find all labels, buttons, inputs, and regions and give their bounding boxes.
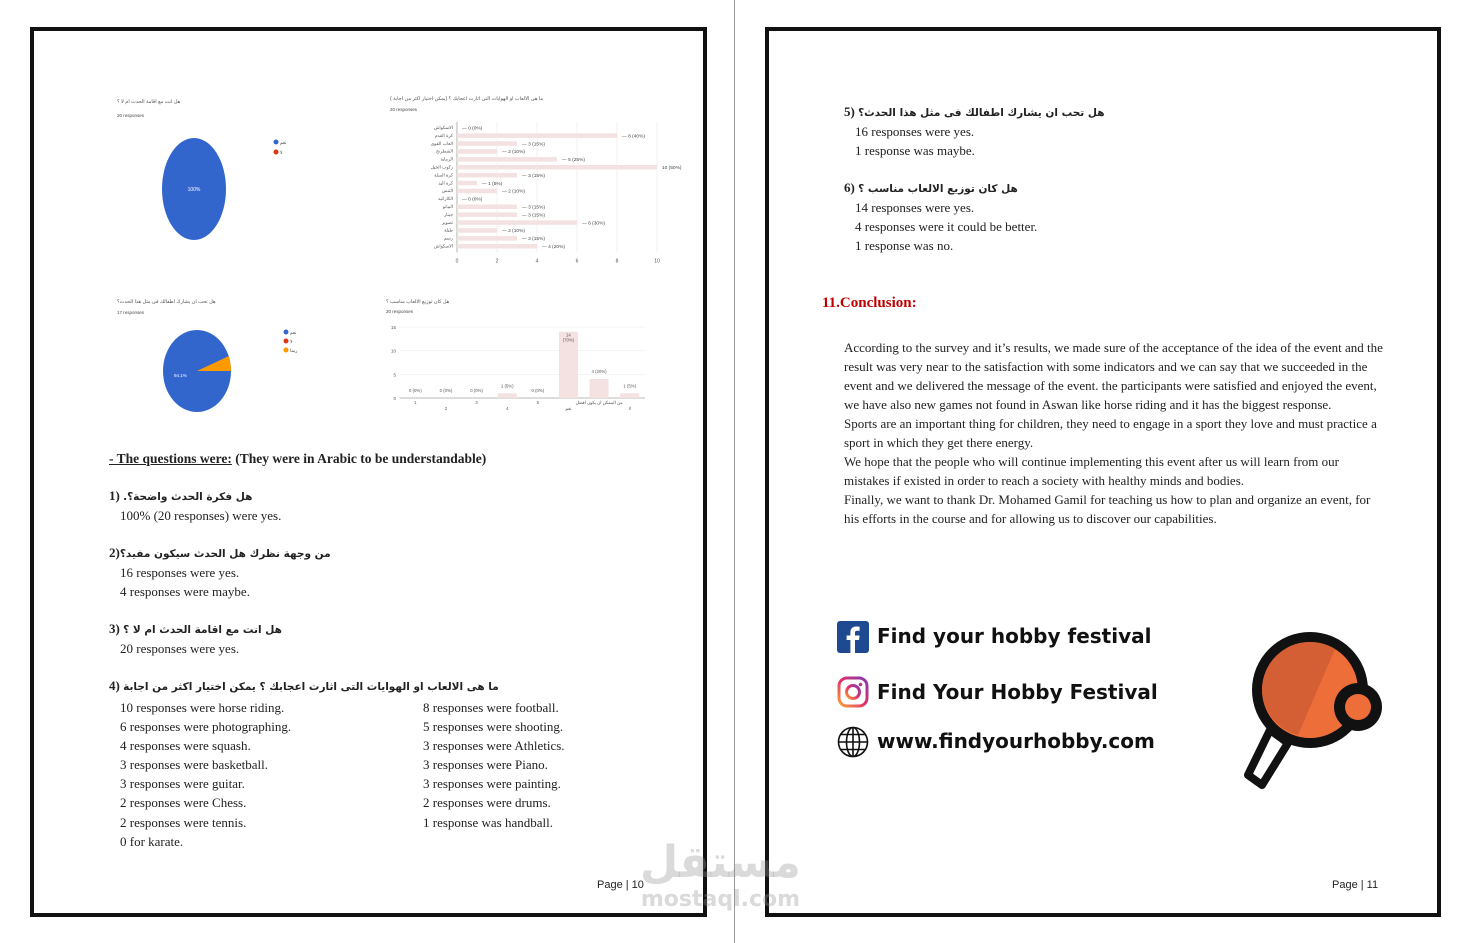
- instagram-icon: [837, 676, 869, 708]
- answer: 1 response was maybe.: [855, 143, 975, 158]
- data-label: — 5 (25%): [562, 158, 585, 164]
- questions-heading-label: - The questions were:: [109, 451, 232, 466]
- question-3: 3) هل انت مع اقامة الحدث ام لا ؟: [109, 621, 282, 636]
- bar: [498, 393, 517, 398]
- answer: 10 responses were horse riding.: [120, 700, 285, 715]
- answer: 2 responses were tennis.: [120, 814, 247, 830]
- q4-answers-left: [120, 698, 291, 851]
- pie2-responses: 17 responses: [117, 310, 145, 315]
- answer: 20 responses were yes.: [120, 641, 240, 656]
- globe-icon: [837, 726, 869, 758]
- category-label: الاسكواش: [433, 243, 453, 249]
- column-chart: [385, 320, 665, 415]
- bar: [457, 220, 577, 225]
- category-label: الكاراتيه: [438, 196, 453, 202]
- answer: 16 responses were yes.: [855, 124, 975, 139]
- category-label: البيانو: [442, 204, 453, 209]
- x-tick-label: 0: [455, 258, 459, 265]
- category-label: الشطرنج: [436, 148, 453, 154]
- answer: 0 for karate.: [120, 833, 184, 849]
- answer: 2 responses were Chess.: [120, 795, 247, 811]
- data-label: 14: [566, 332, 571, 338]
- category-label: كرة اليد: [438, 180, 453, 186]
- data-label: 1 (5%): [500, 383, 514, 389]
- bar1-title: ( ما هى الالعاب او الهوايات التى اثارت اعجابك ؟ (يمكن اختيار اكثر من اجابة: [390, 96, 544, 102]
- answer: 16 responses were yes.: [120, 565, 240, 580]
- category-label: لا: [628, 406, 631, 411]
- legend-dot-yes: [274, 140, 279, 145]
- category-label: 3: [475, 400, 478, 405]
- x-tick-label: 4: [535, 258, 539, 265]
- bar: [457, 141, 517, 146]
- data-label: — 3 (15%): [522, 213, 545, 219]
- data-label: — 3 (15%): [522, 142, 545, 148]
- x-tick-label: 2: [495, 258, 499, 265]
- legend-yes: نعم: [290, 330, 297, 335]
- questions-note: (They were in Arabic to be understandable): [231, 451, 487, 466]
- legend-dot-maybe: [284, 348, 289, 353]
- answer: 3 responses were painting.: [423, 776, 561, 792]
- answer: 3 responses were guitar.: [120, 776, 245, 792]
- instagram-link[interactable]: Find Your Hobby Festival: [877, 680, 1158, 704]
- pie1-responses: 20 responses: [117, 113, 145, 118]
- answer: 6 responses were photographing.: [120, 719, 292, 735]
- legend-dot-no: [284, 339, 289, 344]
- data-label: — 8 (40%): [622, 134, 645, 140]
- page-divider: [734, 0, 735, 943]
- category-label: 2: [444, 406, 448, 411]
- data-label: — 2 (10%): [502, 229, 525, 235]
- question-5: 5) هل تحب ان يشارك اطفالك فى مثل هذا الحدث؟: [844, 104, 1105, 119]
- data-label: 0 (0%): [408, 388, 422, 393]
- bar: [457, 244, 537, 249]
- bar: [590, 379, 609, 398]
- category-label: طبلة: [444, 227, 453, 233]
- data-label: 0 (0%): [470, 388, 483, 393]
- answer: 1 response was handball.: [423, 814, 553, 830]
- bar: [457, 133, 617, 138]
- data-label: 0 (0%): [531, 388, 545, 393]
- bar1-responses: 20 responses: [390, 107, 418, 112]
- col1-title: هل كان توزيع الالعاب مناسب ؟: [386, 299, 450, 305]
- horizontal-bar-chart: [400, 118, 700, 268]
- data-label: — 2 (10%): [502, 189, 525, 195]
- legend-no: لا: [280, 150, 283, 155]
- data-label: — 3 (15%): [522, 205, 545, 211]
- pie2-slice-label: 94.1%: [174, 373, 187, 378]
- facebook-link[interactable]: Find your hobby festival: [877, 624, 1152, 648]
- col1-responses: 20 responses: [386, 309, 414, 314]
- questions-heading: [109, 451, 486, 467]
- bar: [457, 149, 497, 154]
- x-tick-label: 6: [575, 258, 579, 265]
- data-label: 4 (20%): [591, 369, 607, 375]
- question-6: 6) هل كان توزيع الالعاب مناسب ؟: [844, 180, 1018, 195]
- category-label: جيتار: [443, 211, 453, 217]
- category-label: ركوب الخيل: [430, 164, 453, 170]
- answer: 8 responses were football.: [423, 700, 559, 715]
- website-link[interactable]: www.findyourhobby.com: [877, 729, 1155, 753]
- question-1: 1) هل فكرة الحدث واضحة؟.: [109, 488, 253, 503]
- bar: [457, 228, 497, 233]
- data-label: — 6 (30%): [582, 221, 605, 227]
- question-4: 4) ما هى الالعاب او الهوايات التى اثارت اعجابك ؟ يمكن اختيار اكثر من اجابة: [109, 678, 499, 693]
- answer: 3 responses were basketball.: [120, 757, 269, 773]
- watermark-latin: mostaql.com: [640, 887, 801, 912]
- answer: 5 responses were shooting.: [423, 719, 564, 735]
- facebook-icon: [837, 621, 869, 653]
- bar: [457, 181, 477, 186]
- legend-dot-yes: [284, 330, 289, 335]
- data-label: — 4 (20%): [542, 245, 565, 250]
- conclusion-paragraph: We hope that the people who will continue implementing this event after us will learn from our mistakes if existed in order to reach a society with healthy minds and bodies.: [844, 454, 1339, 488]
- category-label: نعم: [565, 406, 572, 411]
- answer: 4 responses were squash.: [120, 738, 251, 754]
- legend-yes: نعم: [280, 140, 287, 145]
- answer: 2 responses were drums.: [423, 795, 551, 811]
- y-tick-label: 0: [393, 396, 396, 401]
- data-label: — 2 (10%): [502, 150, 525, 156]
- pie2-title: هل تحب ان يشارك اطفالك فى مثل هذا الحدث؟: [117, 299, 216, 305]
- bar: [457, 205, 517, 210]
- ping-pong-paddle-logo: [1240, 625, 1390, 795]
- y-tick-label: 10: [390, 348, 396, 354]
- bar: [457, 236, 517, 241]
- y-tick-label: 5: [393, 372, 396, 378]
- data-label: (70%): [562, 337, 575, 343]
- answer: 3 responses were Athletics.: [423, 738, 565, 754]
- answer: 4 responses were it could be better.: [855, 219, 1038, 234]
- question-2: 2)من وجهة نظرك هل الحدث سيكون مفيد؟: [109, 545, 331, 560]
- category-label: تصوير: [441, 219, 453, 225]
- conclusion-paragraph: Finally, we want to thank Dr. Mohamed Gamil for teaching us how to plan and organize an event, for his efforts in the course and for allowing us to discover our capabilities.: [844, 492, 1371, 526]
- data-label: — 3 (15%): [522, 173, 545, 179]
- answer: 4 responses were maybe.: [120, 584, 250, 599]
- category-label: التنس: [441, 188, 453, 194]
- conclusion-heading: 11.Conclusion:: [822, 295, 917, 311]
- data-label: 1 (5%): [623, 383, 637, 389]
- pie1-title: هل انت مع اقامة الحدث ام لا ؟: [117, 99, 181, 105]
- data-label: — 3 (15%): [522, 237, 545, 243]
- category-label: 1: [414, 400, 417, 405]
- watermark: [640, 838, 801, 912]
- conclusion-body: [844, 338, 1384, 528]
- category-label: الاسكواش: [433, 125, 453, 130]
- page-number-10: Page | 10: [597, 879, 644, 891]
- bar: [457, 165, 657, 170]
- bar: [457, 212, 517, 217]
- category-label: كرة السلة: [434, 172, 453, 178]
- pie1-slice-label: 100%: [187, 187, 201, 193]
- y-tick-label: 15: [390, 325, 396, 330]
- legend-dot-no: [274, 150, 279, 155]
- watermark-arabic: مستقل: [640, 837, 801, 888]
- q4-answers-right: [423, 698, 565, 832]
- legend-maybe: ربما: [290, 348, 298, 353]
- pie-chart-1: [150, 130, 300, 250]
- category-label: 5: [536, 400, 540, 405]
- pie-chart-2: [150, 320, 300, 420]
- x-tick-label: 8: [615, 258, 619, 265]
- legend-no: لا: [290, 339, 293, 344]
- bar: [457, 173, 517, 178]
- bar: [457, 157, 557, 162]
- data-label: 10 (50%): [662, 166, 682, 171]
- category-label: العاب القوى: [430, 140, 453, 146]
- answer: 100% (20 responses) were yes.: [120, 508, 282, 523]
- bar: [620, 393, 639, 398]
- category-label: كرة القدم: [434, 132, 453, 138]
- answer: 1 response was no.: [855, 238, 954, 253]
- category-label: رسم: [444, 235, 453, 241]
- answer: 3 responses were Piano.: [423, 757, 548, 773]
- answer: 14 responses were yes.: [855, 200, 975, 215]
- x-tick-label: 10: [654, 258, 660, 265]
- bar: [457, 189, 497, 194]
- data-label: — 0 (0%): [462, 197, 483, 203]
- page-number-11: Page | 11: [1332, 879, 1379, 891]
- category-label: 4: [505, 406, 509, 411]
- data-label: 0 (0%): [439, 388, 453, 393]
- data-label: — 0 (0%): [462, 126, 483, 132]
- category-label: الرماية: [440, 156, 453, 162]
- conclusion-paragraph: Sports are an important thing for children, they need to engage in a sport they love and must practice a sport in which they get there energy.: [844, 416, 1377, 450]
- category-label: من الممكن ان يكون افضل: [575, 400, 623, 405]
- conclusion-paragraph: According to the survey and it’s results, we made sure of the acceptance of the idea of the event and the result was very near to the satisfaction with some indicators and we can say that we succeeded in the event and we delivered the message of the event. the participants were satisfied and enjoyed the event, we have also new games not found in Aswan like horse riding and it has the biggest response.: [844, 340, 1383, 412]
- data-label: — 1 (5%): [482, 181, 503, 187]
